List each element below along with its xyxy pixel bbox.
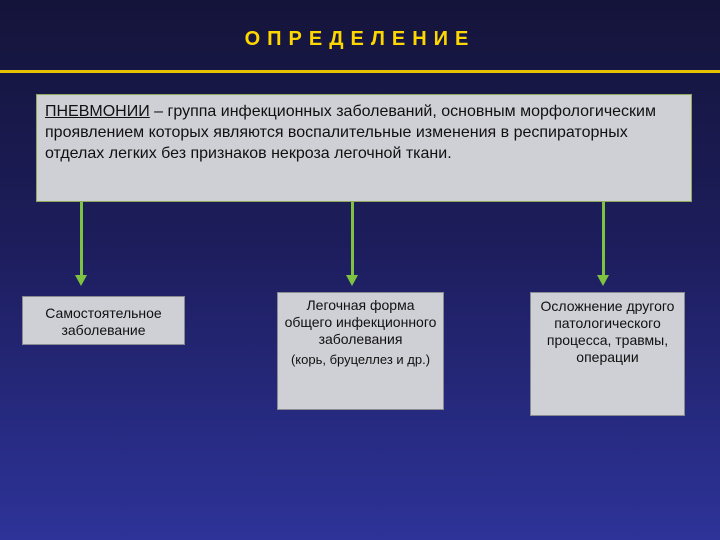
arrow-left	[80, 202, 83, 276]
category-card-standalone	[22, 296, 185, 345]
category-label: Осложнение другого патологического процесса, травмы, операции	[540, 298, 675, 365]
arrow-right	[602, 202, 605, 276]
definition-term: ПНЕВМОНИИ	[45, 103, 150, 120]
page-title: ОПРЕДЕЛЕНИЕ	[244, 28, 476, 50]
category-card-complication	[530, 292, 685, 416]
arrow-center	[351, 202, 354, 276]
category-label: Легочная форма общего инфекционного заболевания	[284, 297, 437, 347]
category-label: Самостоятельное заболевание	[45, 305, 162, 338]
definition-box	[36, 94, 692, 202]
category-note: (корь, бруцеллез и др.)	[290, 352, 431, 367]
category-card-pulmonary-form	[277, 292, 444, 410]
title-divider	[0, 70, 720, 73]
definition-text: – группа инфекционных заболеваний, основным морфологическим проявлением которых являются воспалительные изменения в респираторных отделах легких без признаков некроза легочной ткани.	[45, 103, 656, 162]
